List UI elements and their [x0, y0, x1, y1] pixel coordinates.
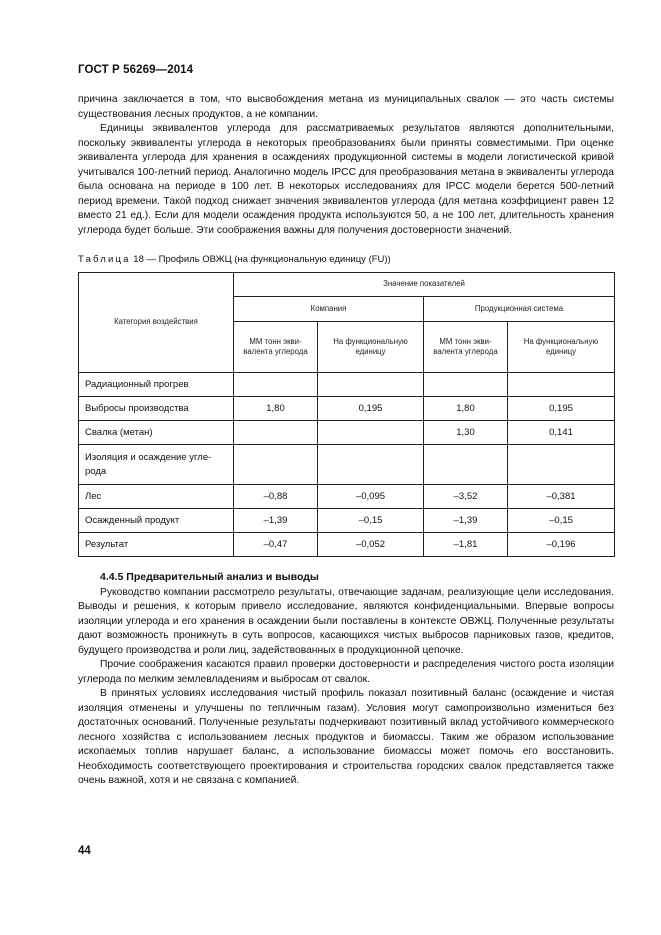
intro-paragraph-2: Единицы эквивалентов углерода для рассматриваемых результатов являются дополнительными, поскольку эквиваленты углерода в некоторых преобразованиях были приняты совместимыми. При оценке эквивалента углерода для хранения в осаждениях продукционной системы в модели логистической кривой учитывался 100-летний период. Аналогично модель IPCC для преобразования метана в эквиваленты углерода была основана на периоде в 100 лет. В некоторых исследованиях для IPCC модели берется 500-летний период времени. Такой подход снижает значения эквивалентов углерода (для метана коэффициент равен 12 вместо 21 ед.). Если для модели осаждения продукта используются 50, а не 100 лет, длительность хранения углерода будет больше. Эти соображения важны для получения достоверности значений.	[78, 123, 614, 236]
cell-value: –0,15	[508, 509, 615, 533]
table-row	[79, 509, 615, 533]
cell-value	[234, 373, 318, 397]
header-company-mm: ММ тонн эквивалента углерода	[234, 322, 318, 373]
row-label: Радиационный прогрев	[79, 373, 234, 397]
section-heading: 4.4.5 Предварительный анализ и выводы	[100, 571, 319, 583]
lca-profile-table	[78, 272, 615, 557]
header-category: Категория воздействия	[79, 273, 234, 373]
table-row	[79, 373, 615, 397]
cell-value: –1,39	[424, 509, 508, 533]
cell-value: –0,15	[318, 509, 424, 533]
row-label: Осажденный продукт	[79, 509, 234, 533]
cell-value: –0,88	[234, 485, 318, 509]
row-label: Результат	[79, 533, 234, 557]
cell-value: –0,095	[318, 485, 424, 509]
cell-value	[234, 445, 318, 485]
header-production-mm: ММ тонн эквивалента углерода	[424, 322, 508, 373]
cell-value: –0,196	[508, 533, 615, 557]
row-label: Изоляция и осаждение углерода	[79, 445, 234, 485]
table-row	[79, 397, 615, 421]
cell-value: –0,47	[234, 533, 318, 557]
cell-value	[318, 421, 424, 445]
cell-value	[508, 445, 615, 485]
cell-value: –1,39	[234, 509, 318, 533]
section-paragraph-2: Прочие соображения касаются правил проверки достоверности и распределения чистого роста изоляции углерода по мелким землевладениям и выбросам от свалок.	[78, 659, 614, 685]
cell-value	[318, 445, 424, 485]
header-production-fu: На функциональную единицу	[508, 322, 615, 373]
intro-paragraph-1: причина заключается в том, что высвобождения метана из муниципальных свалок — это часть системы существования лесных продуктов, а не компании.	[78, 94, 614, 120]
cell-value: –3,52	[424, 485, 508, 509]
table-row	[79, 421, 615, 445]
table-row	[79, 533, 615, 557]
document-header: ГОСТ Р 56269—2014	[78, 64, 194, 76]
cell-value	[318, 373, 424, 397]
cell-value	[424, 445, 508, 485]
cell-value: –0,052	[318, 533, 424, 557]
cell-value	[234, 421, 318, 445]
header-company: Компания	[234, 297, 424, 322]
cell-value: 1,80	[424, 397, 508, 421]
cell-value: –1,81	[424, 533, 508, 557]
table-row	[79, 445, 615, 485]
header-values: Значение показателей	[234, 273, 615, 297]
cell-value	[424, 373, 508, 397]
table-caption-word: Таблица	[78, 254, 131, 265]
table-caption-text: 18 — Профиль ОВЖЦ (на функциональную единицу (FU))	[130, 254, 391, 265]
row-label: Лес	[79, 485, 234, 509]
cell-value: –0,381	[508, 485, 615, 509]
intro-text	[78, 93, 614, 238]
section-4-4-5	[78, 570, 614, 789]
cell-value: 1,30	[424, 421, 508, 445]
section-paragraph-1: Руководство компании рассмотрело результаты, отвечающие задачам, реализующие цели исследования. Выводы и решения, к которым привело исследование, являются конфиденциальными. Впервые вопросы изоляции углерода и его хранения в осаждении были поставлены в контексте ОВЖЦ. Полученные результаты дают возможность проникнуть в суть вопросов, касающихся чистых выбросов парниковых газов, кредитов, будущего производства и роли лиц, задействованных в продукционной цепочке.	[78, 586, 614, 656]
cell-value: 0,195	[508, 397, 615, 421]
cell-value: 0,141	[508, 421, 615, 445]
header-production-system: Продукционная система	[424, 297, 615, 322]
cell-value: 0,195	[318, 397, 424, 421]
page-number: 44	[78, 845, 91, 857]
header-company-fu: На функциональную единицу	[318, 322, 424, 373]
section-paragraph-3: В принятых условиях исследования чистый профиль показал позитивный баланс (осаждение и чистая изоляция отменены и улучшены по тепличным газам). Условия могут самопроизвольно измениться без достаточных оснований. Полученные результаты подчеркивают позитивный вклад устойчивого коммерческого лесного хозяйства с использованием лесных продуктов и биомассы. Таким же образом использование ископаемых топлив нарушает баланс, а использование биомассы может помочь его восстановить. Необходимость соответствующего проектирования и строительства городских свалок представляется также очень важной, хотя и не связана с компанией.	[78, 688, 614, 786]
row-label: Выбросы производства	[79, 397, 234, 421]
table-caption	[78, 254, 391, 265]
row-label: Свалка (метан)	[79, 421, 234, 445]
table-row	[79, 485, 615, 509]
cell-value	[508, 373, 615, 397]
cell-value: 1,80	[234, 397, 318, 421]
